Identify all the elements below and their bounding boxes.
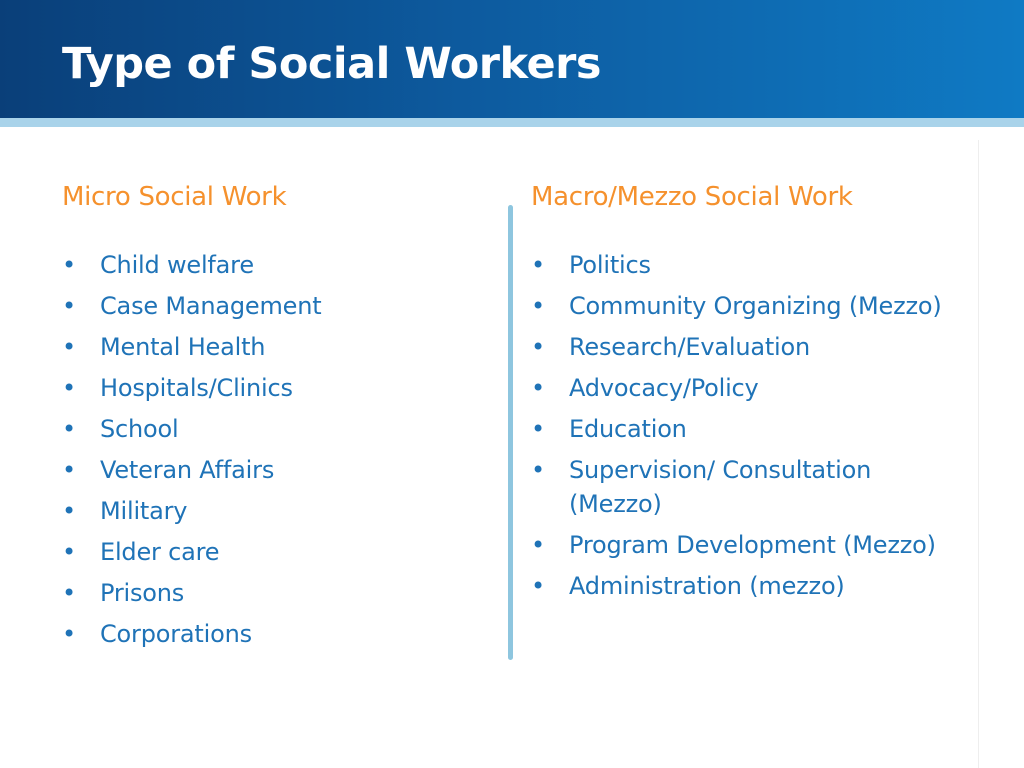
list-item [531,412,951,446]
list-item [531,371,951,405]
list-item [531,330,951,364]
list-item-text: Education [569,415,687,443]
bullet-icon: • [62,415,76,443]
list-item-text: Politics [569,251,651,279]
title-bar-stripe [0,118,1024,127]
list-item-text: Prisons [100,579,185,607]
list-item-text: Hospitals/Clinics [100,374,293,402]
list-item-text: Advocacy/Policy [569,374,759,402]
micro-social-work-column [62,178,482,648]
column-divider [508,205,513,660]
slide-title: Type of Social Workers [62,39,601,89]
bullet-icon: • [62,374,76,402]
list-item-text: Corporations [100,620,252,648]
list-item-text: Research/Evaluation [569,333,811,361]
bullet-icon: • [62,620,76,648]
bullet-icon: • [531,333,545,361]
list-item-text: Elder care [100,538,220,566]
list-item [62,453,482,487]
list-item [62,576,482,610]
list-item [531,248,951,282]
bullet-icon: • [62,497,76,525]
list-item [62,330,482,364]
macro-bullet-list [531,248,951,610]
list-item [62,494,482,528]
list-item [62,412,482,446]
bullet-icon: • [531,374,545,402]
list-item-text: Case Management [100,292,322,320]
list-item-text: Child welfare [100,251,254,279]
list-item [62,371,482,405]
list-item [62,617,482,651]
macro-mezzo-social-work-column [531,178,951,600]
list-item-text: Program Development (Mezzo) [569,531,936,559]
list-item [531,528,951,562]
bullet-icon: • [62,333,76,361]
bullet-icon: • [62,292,76,320]
bullet-icon: • [531,251,545,279]
micro-column-heading: Micro Social Work [62,182,287,212]
list-item-text: Mental Health [100,333,266,361]
bullet-icon: • [531,572,545,600]
bullet-icon: • [531,292,545,320]
list-item [62,535,482,569]
title-bar [0,0,1024,118]
slide-edge-line [978,140,979,768]
bullet-icon: • [62,538,76,566]
list-item-text: Supervision/ Consultation (Mezzo) [569,456,872,518]
list-item-text: Veteran Affairs [100,456,275,484]
micro-bullet-list [62,248,482,658]
bullet-icon: • [531,531,545,559]
macro-column-heading: Macro/Mezzo Social Work [531,182,853,212]
list-item-text: Administration (mezzo) [569,572,845,600]
list-item [531,289,951,323]
list-item-text: Military [100,497,188,525]
list-item-text: School [100,415,179,443]
bullet-icon: • [62,251,76,279]
list-item-text: Community Organizing (Mezzo) [569,292,942,320]
bullet-icon: • [531,456,545,484]
list-item [62,289,482,323]
list-item [531,453,951,521]
list-item [62,248,482,282]
bullet-icon: • [62,456,76,484]
bullet-icon: • [62,579,76,607]
bullet-icon: • [531,415,545,443]
list-item [531,569,951,603]
